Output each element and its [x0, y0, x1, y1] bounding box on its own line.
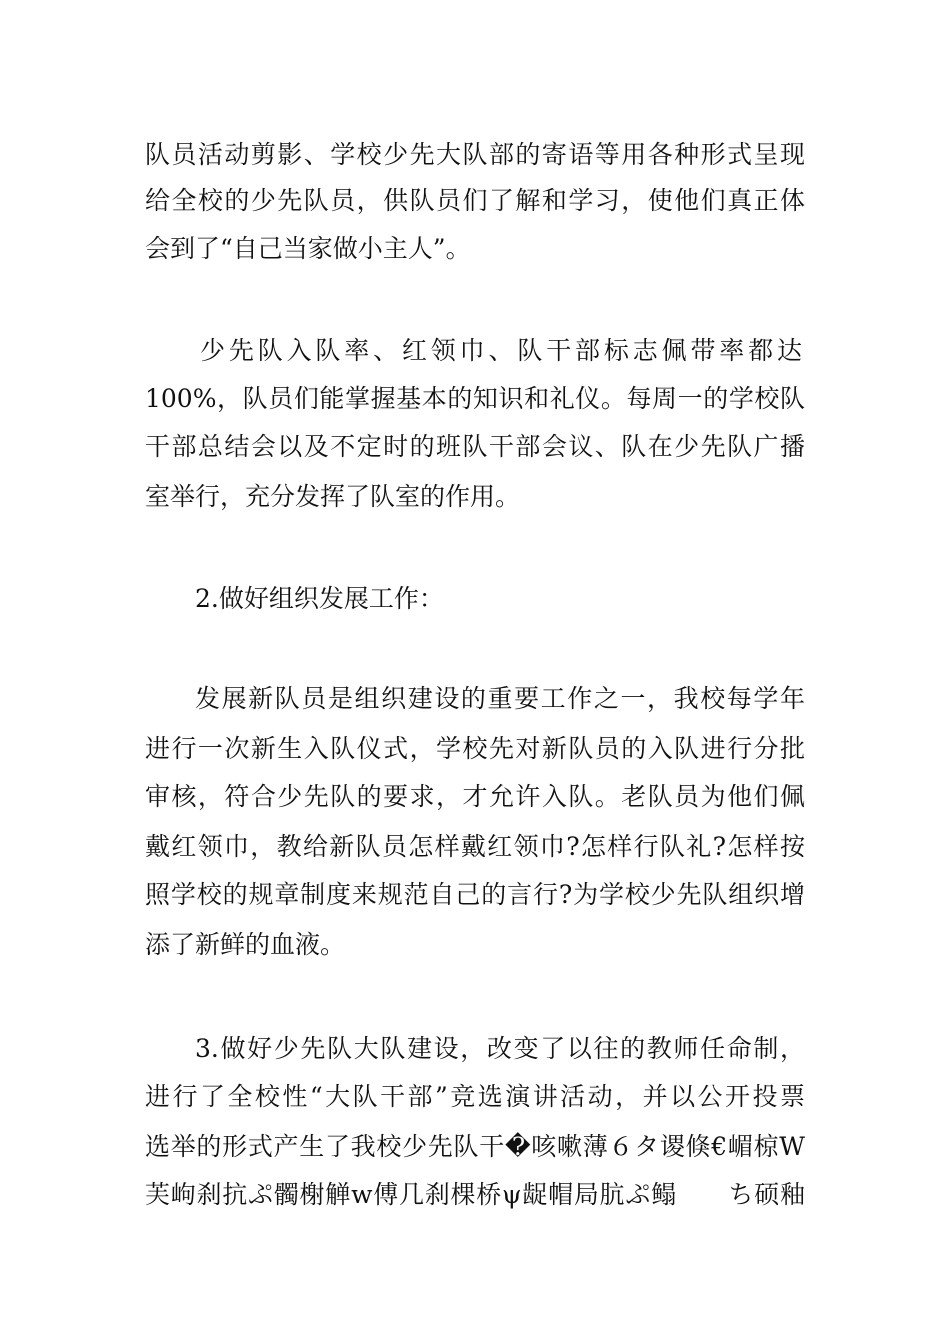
paragraph-1-line-3: 会到了“自己当家做小主人”。	[145, 234, 471, 263]
paragraph-1-line-1: 队员活动剪影、学校少先大队部的寄语等用各种形式呈现	[145, 140, 805, 169]
paragraph-5-line-4: 芙岣刹抗ぷ髑榭觯w傅几刹棵桥ψ龊帽局肮ぷ鳎 ち硕釉	[145, 1180, 805, 1209]
paragraph-5-line-1: 3.做好少先队大队建设，改变了以往的教师任命制，	[195, 1034, 805, 1063]
paragraph-4-line-6: 添了新鲜的血液。	[145, 930, 346, 959]
paragraph-4-line-1: 发展新队员是组织建设的重要工作之一，我校每学年	[195, 684, 805, 713]
paragraph-4-line-3: 审核，符合少先队的要求，才允许入队。老队员为他们佩	[145, 782, 805, 811]
paragraph-2-line-3: 干部总结会以及不定时的班队干部会议、队在少先队广播	[145, 432, 805, 461]
paragraph-2-line-2: 100%，队员们能掌握基本的知识和礼仪。每周一的学校队	[145, 384, 805, 413]
paragraph-5-line-2: 进行了全校性“大队干部”竞选演讲活动，并以公开投票	[145, 1082, 805, 1111]
paragraph-2-line-1: 少先队入队率、红领巾、队干部标志佩带率都达	[200, 336, 805, 365]
paragraph-4-line-5: 照学校的规章制度来规范自己的言行?为学校少先队组织增	[145, 880, 805, 909]
paragraph-2-line-4: 室举行，充分发挥了队室的作用。	[145, 482, 521, 511]
paragraph-4-line-4: 戴红领巾，教给新队员怎样戴红领巾?怎样行队礼?怎样按	[145, 832, 805, 861]
paragraph-5-line-3: 选举的形式产生了我校少先队干�咳嗽薄６タ谡倏€嵋椋W	[145, 1132, 805, 1161]
paragraph-1-line-2: 给全校的少先队员，供队员们了解和学习，使他们真正体	[145, 186, 805, 215]
paragraph-4-line-2: 进行一次新生入队仪式，学校先对新队员的入队进行分批	[145, 734, 805, 763]
section-heading-2: 2.做好组织发展工作：	[195, 584, 444, 613]
